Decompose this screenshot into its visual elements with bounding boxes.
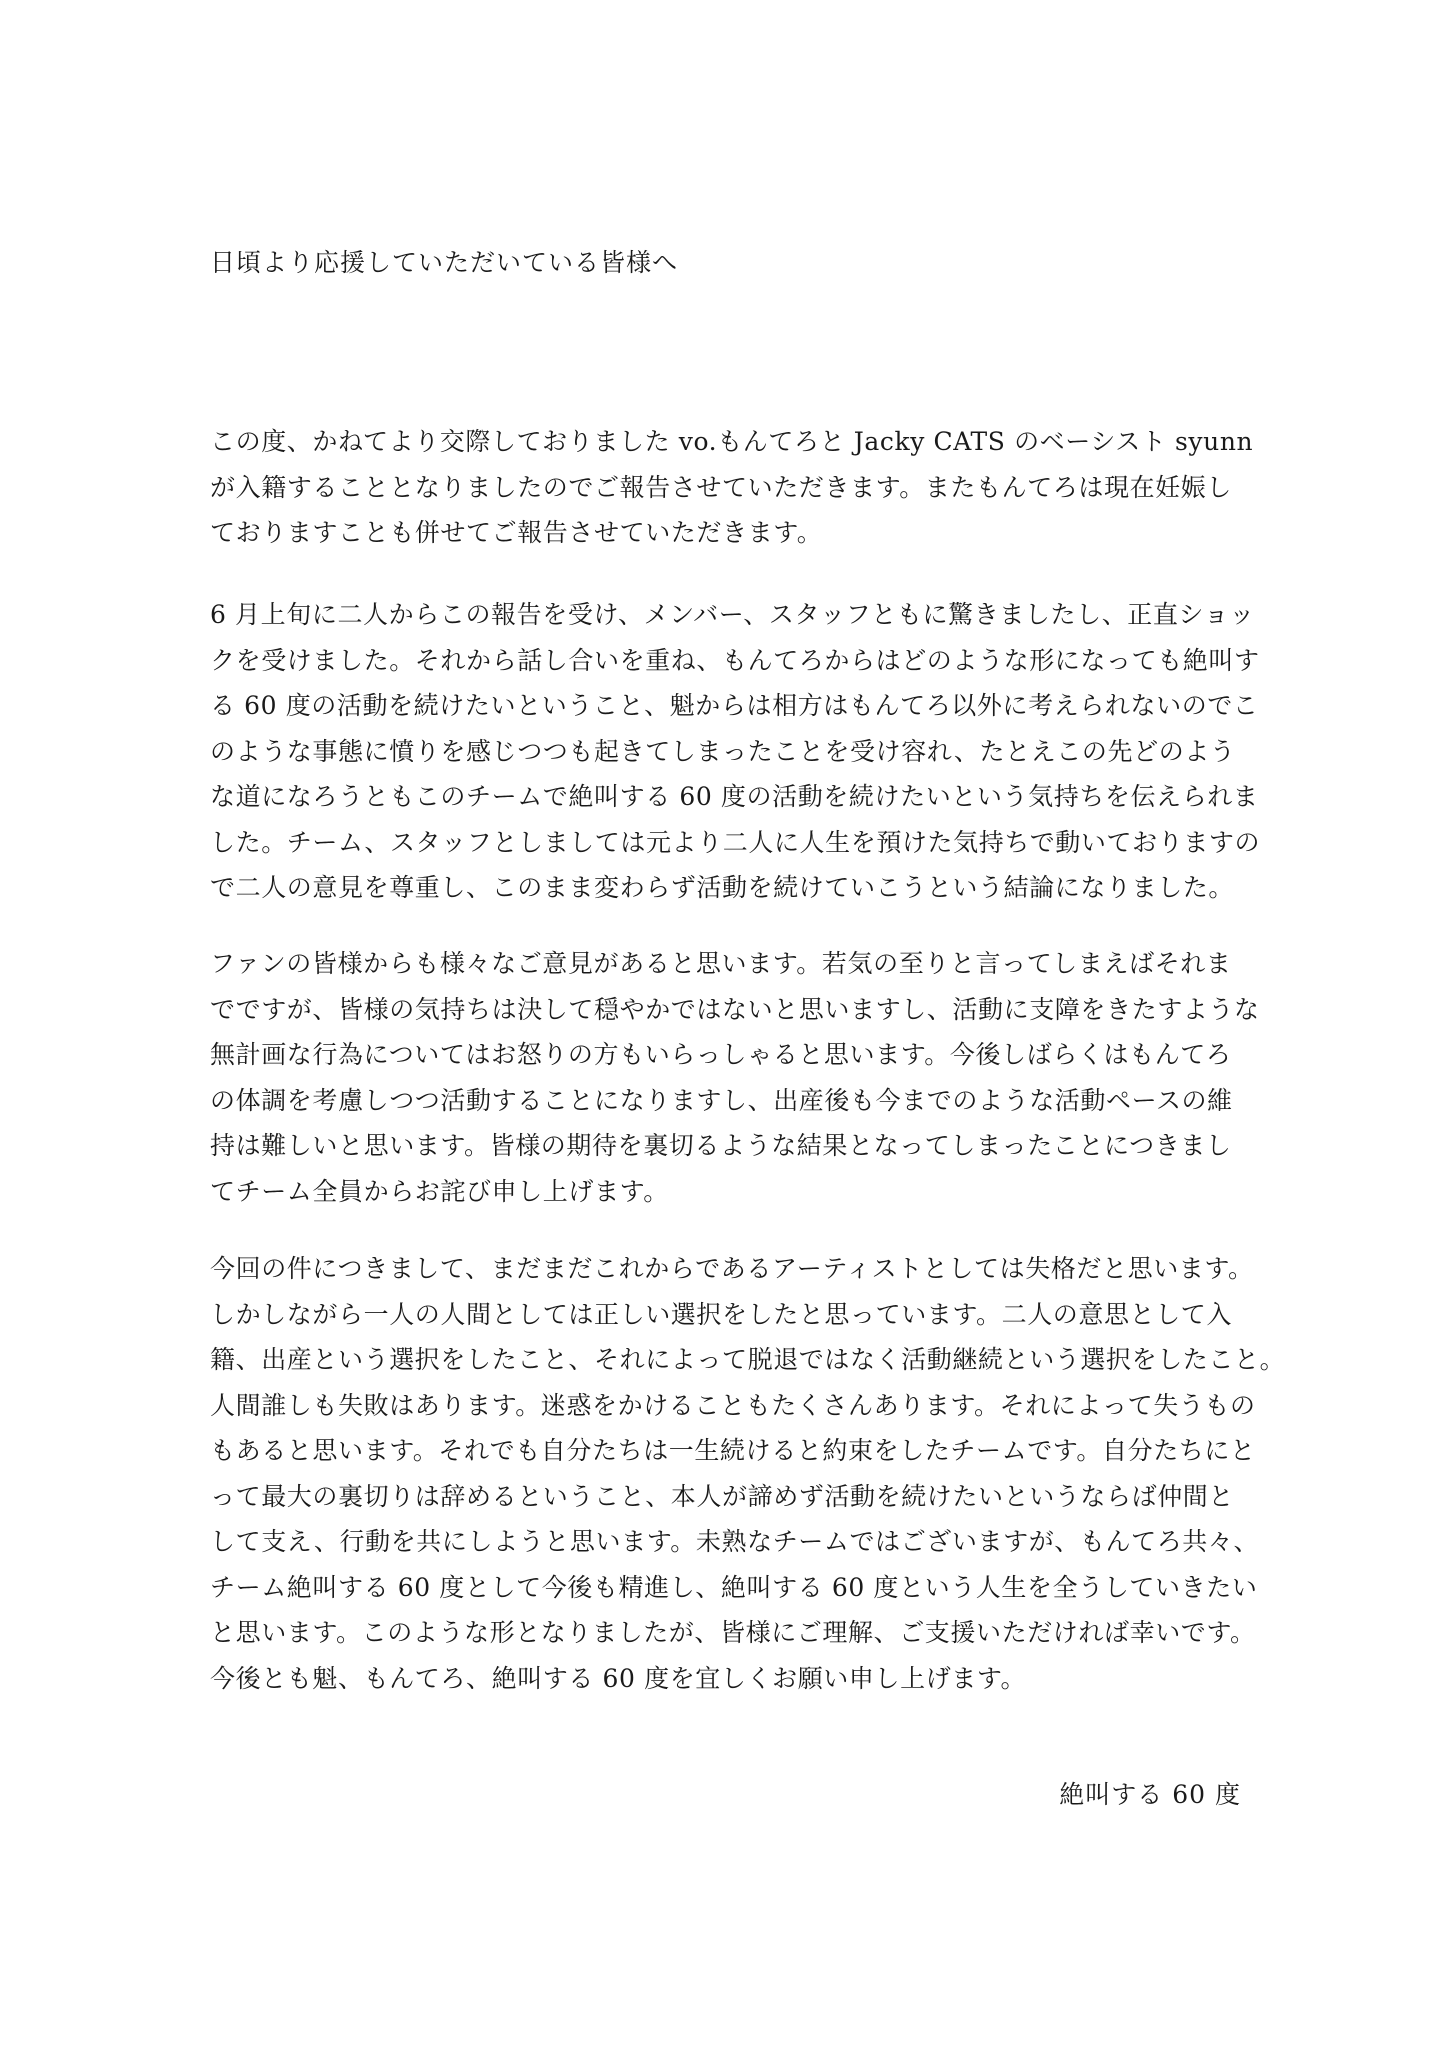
text-line: のような事態に憤りを感じつつも起きてしまったことを受け容れ、たとえこの先どのよう — [210, 736, 1236, 766]
text-line: ておりますことも併せてご報告させていただきます。 — [210, 518, 823, 547]
text-line: る 60 度の活動を続けたいということ、魁からは相方はもんてろ以外に考えられないのでこ — [210, 691, 1259, 720]
paragraph-announcement — [210, 419, 1254, 556]
text-line: 6 月上旬に二人からこの報告を受け、メンバー、スタッフともに驚きましたし、正直ショッ — [210, 600, 1255, 629]
text-line: 今後とも魁、もんてろ、絶叫する 60 度を宜しくお願い申し上げます。 — [210, 1663, 1027, 1693]
text-line: 人間誰しも失敗はあります。迷惑をかけることもたくさんあります。それによって失うもの — [210, 1390, 1256, 1420]
text-line: の体調を考慮しつつ活動することになりますし、出産後も今までのような活動ペースの維 — [210, 1085, 1233, 1115]
text-line: 籍、出産という選択をしたこと、それによって脱退ではなく活動継続という選択をしたこと。 — [210, 1345, 1286, 1374]
text-line: しかしながら一人の人間としては正しい選択をしたと思っています。二人の意思として入 — [210, 1299, 1233, 1329]
text-line: と思います。このような形となりましたが、皆様にご理解、ご支援いただければ幸いです。 — [210, 1618, 1256, 1647]
text-line: クを受けました。それから話し合いを重ね、もんてろからはどのような形になっても絶叫す — [210, 645, 1260, 675]
text-line: で二人の意見を尊重し、このまま変わらず活動を続けていこうという結論になりました。 — [210, 873, 1235, 902]
paragraph-closing — [210, 1246, 1286, 1701]
text-line: が入籍することとなりましたのでご報告させていただきます。またもんてろは現在妊娠し — [210, 472, 1233, 502]
signature: 絶叫する 60 度 — [1059, 1780, 1241, 1809]
text-line: って最大の裏切りは辞めるということ、本人が諦めず活動を続けたいというならば仲間と — [210, 1481, 1235, 1511]
text-line: ファンの皆様からも様々なご意見があると思います。若気の至りと言ってしまえばそれま — [210, 949, 1232, 978]
text-line: な道になろうともこのチームで絶叫する 60 度の活動を続けたいという気持ちを伝えられま — [210, 782, 1259, 811]
text-line: チーム絶叫する 60 度として今後も精進し、絶叫する 60 度という人生を全うしていきたい — [210, 1572, 1258, 1602]
paragraph-background — [210, 592, 1261, 911]
text-line: 無計画な行為についてはお怒りの方もいらっしゃると思います。今後しばらくはもんてろ — [210, 1040, 1232, 1069]
text-line: もあると思います。それでも自分たちは一生続けると約束をしたチームです。自分たちにと — [210, 1436, 1256, 1465]
text-line: 今回の件につきまして、まだまだこれからであるアーティストとしては失格だと思います。 — [210, 1254, 1254, 1283]
text-line: 持は難しいと思います。皆様の期待を裏切るような結果となってしまったことにつきまし — [210, 1131, 1232, 1160]
text-line: この度、かねてより交際しておりました vo.もんてろと Jacky CATS のベーシスト syunn — [210, 427, 1254, 456]
paragraph-apology — [210, 941, 1260, 1214]
text-line: でですが、皆様の気持ちは決して穏やかではないと思いますし、活動に支障をきたすような — [210, 994, 1260, 1024]
text-line: した。チーム、スタッフとしましては元より二人に人生を預けた気持ちで動いておりますの — [210, 827, 1261, 857]
text-line: して支え、行動を共にしようと思います。未熟なチームではございますが、もんてろ共々、 — [210, 1527, 1260, 1556]
text-line: てチーム全員からお詫び申し上げます。 — [210, 1176, 669, 1206]
salutation: 日頃より応援していただいている皆様へ — [210, 248, 679, 277]
